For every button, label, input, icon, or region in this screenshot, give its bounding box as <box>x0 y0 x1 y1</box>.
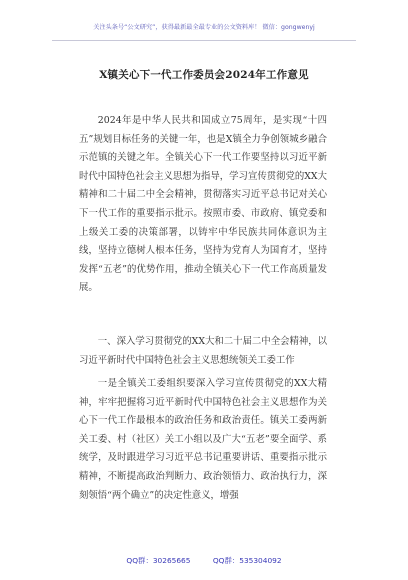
section-heading-1: 一、深入学习贯彻党的XX大和二十届二中全会精神，以习近平新时代中国特色社会主义思想统领关工委工作 <box>79 336 327 366</box>
document-title: X镇关心下一代工作委员会2024年工作意见 <box>99 69 309 81</box>
body-paragraph-intro: 2024年是中华人民共和国成立75周年，是实现“十四五”规划目标任务的关键一年，也是X镇全力争创领城乡融合示范镇的关键之年。全镇关心下一代工作要坚持以习近平新时代中国特色社会主义思想为指导，学习宣传贯彻党的XX大精神和二十届二中全会精神，贯彻落实习近平总书记对关心下一代工作的重要指示批示。按照市委、市政府、镇党委和上级关工委的决策部署，以铸牢中华民族共同体意识为主线，坚持立德树人根本任务，坚持为党育人为国育才，坚持发挥“五老”的优势作用，推动全镇关心下一代工作高质量发展。 <box>79 115 327 294</box>
header-divider <box>52 40 356 41</box>
footer-qq-groups <box>0 555 408 569</box>
footer-qq-group-2: QQ群：535304092 <box>212 556 282 565</box>
body-paragraph-1: 一是全镇关工委组织要深入学习宣传贯彻党的XX大精神，牢牢把握将习近平新时代中国特色社会主义思想作为关心下一代工作最根本的政治任务和政治责任。镇关工委两新关工委、村（社区）关工小组以及广大“五老”要全面学、系统学，及时跟进学习习近平总书记重要讲话、重要指示批示精神，不断提高政治判断力、政治领悟力、政治执行力，深刻领悟“两个确立”的决定性意义，增强 <box>79 378 327 501</box>
footer-qq-group-1: QQ群：30265665 <box>126 556 191 565</box>
header-banner: 关注头条号“公文研究”，获得最新最全最专业的公文资料库！ 微信：gongwenyj <box>93 24 315 31</box>
